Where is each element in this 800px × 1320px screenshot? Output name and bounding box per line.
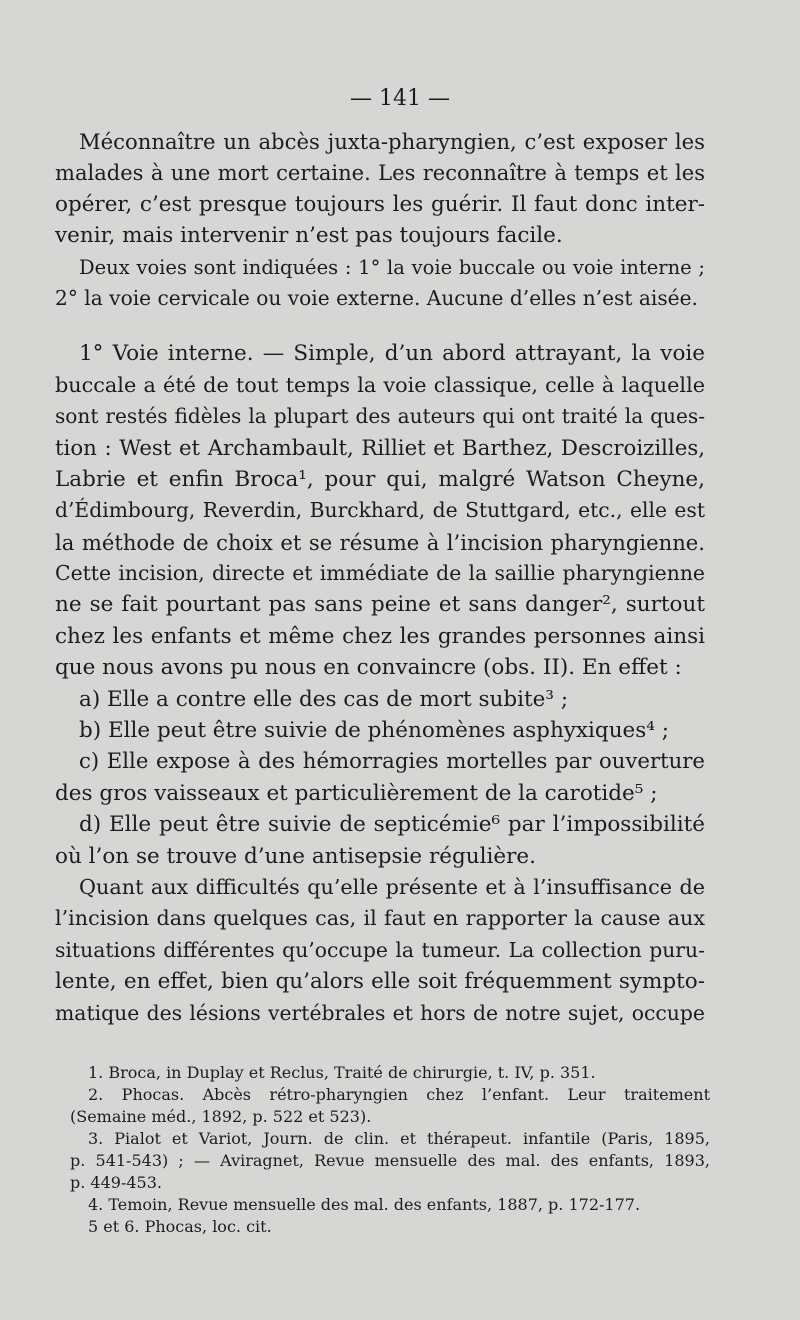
- text-line: tion : West et Archambault, Rilliet et Barthez, Descroizilles,: [55, 435, 705, 461]
- footnotes: [70, 1062, 710, 1238]
- text-line: d’Édimbourg, Reverdin, Burckhard, de Stuttgard, etc., elle est: [55, 498, 705, 523]
- footnote: 1. Broca, in Duplay et Reclus, Traité de chirurgie, t. IV, p. 351.: [88, 1063, 596, 1082]
- text-line: Deux voies sont indiquées : 1° la voie buccale ou voie interne ;: [79, 255, 705, 279]
- text-line: chez les enfants et même chez les grandes personnes ainsi: [55, 623, 705, 649]
- section-heading-line: 1° Voie interne. — Simple, d’un abord attrayant, la voie: [79, 341, 705, 367]
- text-line: lente, en effet, bien qu’alors elle soit fréquemment sympto-: [55, 969, 705, 995]
- text-line: l’incision dans quelques cas, il faut en rapporter la cause aux: [55, 906, 705, 931]
- text-line: 2° la voie cervicale ou voie externe. Aucune d’elles n’est aisée.: [55, 285, 698, 310]
- footnote: 5 et 6. Phocas, loc. cit.: [88, 1217, 272, 1236]
- text-line: Méconnaître un abcès juxta-pharyngien, c’est exposer les: [79, 129, 705, 154]
- text-line: Quant aux difficultés qu’elle présente et à l’insuffisance de: [79, 874, 705, 899]
- footnote: 2. Phocas. Abcès rétro-pharyngien chez l’enfant. Leur traitement: [88, 1085, 710, 1104]
- text-line: ne se fait pourtant pas sans peine et sans danger², surtout: [55, 592, 705, 618]
- footnote-continuation: (Semaine méd., 1892, p. 522 et 523).: [70, 1107, 372, 1126]
- footnote-continuation: p. 541-543) ; — Aviragnet, Revue mensuelle des mal. des enfants, 1893,: [70, 1151, 710, 1170]
- body-text: [55, 126, 705, 1029]
- text-line: où l’on se trouve d’une antisepsie régulière.: [55, 843, 536, 869]
- list-item-b: b) Elle peut être suivie de phénomènes asphyxiques⁴ ;: [79, 718, 670, 744]
- text-line: des gros vaisseaux et particulièrement de la carotide⁵ ;: [55, 780, 658, 806]
- footnote: 3. Pialot et Variot, Journ. de clin. et thérapeut. infantile (Paris, 1895,: [88, 1129, 710, 1148]
- list-item-a: a) Elle a contre elle des cas de mort subite³ ;: [79, 686, 569, 712]
- text-line: que nous avons pu nous en convaincre (obs. II). En effet :: [55, 655, 682, 681]
- list-item-d: d) Elle peut être suivie de septicémie⁶ par l’impossibilité: [79, 812, 705, 838]
- text-line: venir, mais intervenir n’est pas toujours facile.: [55, 223, 563, 249]
- text-line: buccale a été de tout temps la voie classique, celle à laquelle: [55, 372, 705, 397]
- text-line: malades à une mort certaine. Les reconnaître à temps et les: [55, 160, 705, 186]
- text-line: la méthode de choix et se résume à l’incision pharyngienne.: [55, 529, 705, 555]
- footnote-continuation: p. 449-453.: [70, 1173, 162, 1192]
- text-line: Labrie et enfin Broca¹, pour qui, malgré Watson Cheyne,: [55, 466, 705, 492]
- text-line: opérer, c’est presque toujours les guérir. Il faut donc inter-: [55, 191, 705, 217]
- paragraph-gap: [55, 314, 705, 338]
- footnote: 4. Temoin, Revue mensuelle des mal. des enfants, 1887, p. 172-177.: [88, 1195, 641, 1214]
- text-line: sont restés fidèles la plupart des auteurs qui ont traité la ques-: [55, 404, 705, 429]
- text-line: Cette incision, directe et immédiate de la saillie pharyngienne: [55, 561, 705, 586]
- list-item-c: c) Elle expose à des hémorragies mortelles par ouverture: [79, 749, 705, 775]
- text-line: matique des lésions vertébrales et hors de notre sujet, occupe: [55, 1000, 705, 1025]
- page-number: — 141 —: [350, 86, 450, 111]
- text-line: situations différentes qu’occupe la tumeur. La collection puru-: [55, 937, 705, 962]
